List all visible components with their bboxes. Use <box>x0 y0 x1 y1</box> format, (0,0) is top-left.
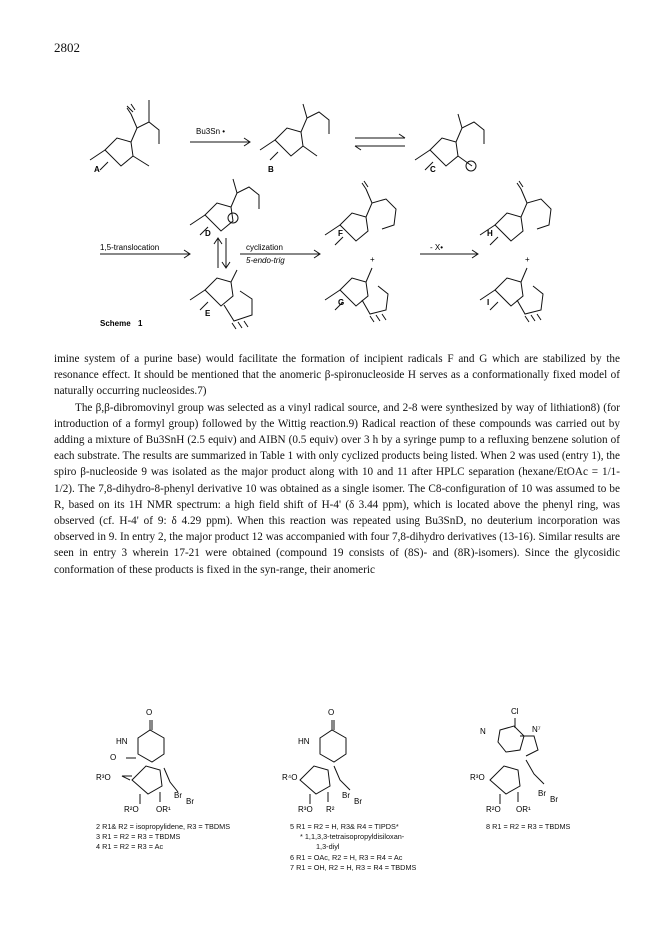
label-a: A <box>94 165 100 174</box>
cyclization-label: cyclization <box>246 243 283 252</box>
label-f: F <box>338 229 343 238</box>
svg-text:Br: Br <box>538 789 546 798</box>
caption-tipds-note: * 1,1,3,3-tetraisopropyldisiloxan- <box>300 832 405 841</box>
body-text <box>54 351 620 578</box>
scheme-number: 1 <box>138 319 143 328</box>
svg-text:HN: HN <box>298 737 310 746</box>
svg-text:OR¹: OR¹ <box>156 805 171 814</box>
endo-label: 5-endo-trig <box>246 256 285 265</box>
structure-d <box>190 179 259 235</box>
paragraph-1: imine system of a purine base) would facilitate the formation of incipient radicals F and G which are stabilized by the resonance effect. It should be mentioned that the anomeric β-spironucleoside H serves as a conformationally fixed model of naturally occurring nucleosides.7) <box>54 353 620 398</box>
svg-text:O: O <box>146 708 153 717</box>
reaction-scheme <box>0 0 672 340</box>
svg-text:Br: Br <box>174 791 182 800</box>
label-d: D <box>205 229 211 238</box>
svg-text:Cl: Cl <box>511 707 519 716</box>
structure-f <box>325 181 396 245</box>
caption-tipds-note-2: 1,3-diyl <box>316 842 340 851</box>
svg-text:R²O: R²O <box>486 805 501 814</box>
caption-compound-6: 6 R1 = OAc, R2 = H, R3 = R4 = Ac <box>290 853 403 862</box>
svg-text:OR¹: OR¹ <box>516 805 531 814</box>
structure-b <box>260 104 329 160</box>
svg-text:N: N <box>480 727 486 736</box>
elimination-label: - X• <box>430 243 444 252</box>
svg-text:Br: Br <box>186 797 194 806</box>
caption-compound-7: 7 R1 = OH, R2 = H, R3 = R4 = TBDMS <box>290 863 417 872</box>
svg-text:Br: Br <box>342 791 350 800</box>
label-h: H <box>487 229 493 238</box>
structure-compounds-2-4 <box>122 720 178 804</box>
translocation-label: 1,5-translocation <box>100 243 160 252</box>
svg-text:Br: Br <box>550 795 558 804</box>
caption-compound-2: 2 R1& R2 = isopropylidene, R3 = TBDMS <box>96 822 231 831</box>
svg-text:R³O: R³O <box>96 773 111 782</box>
label-g: G <box>338 298 345 307</box>
structure-a <box>90 100 159 170</box>
svg-text:R³O: R³O <box>470 773 485 782</box>
label-e: E <box>205 309 211 318</box>
structure-i <box>480 268 543 322</box>
svg-text:Br: Br <box>354 797 362 806</box>
label-b: B <box>268 165 274 174</box>
svg-text:+: + <box>370 255 375 264</box>
caption-compound-4: 4 R1 = R2 = R3 = Ac <box>96 842 164 851</box>
paragraph-2: The β,β-dibromovinyl group was selected as a vinyl radical source, and 2-8 were synthesized by way of lithiation8) (for introduction of a formyl group) followed by the Wittig reaction.9) Radical reaction of these compounds was carried out by adding a mixture of Bu3SnH (2.5 equiv) and AIBN (0.5 equiv) over 3 h by a syringe pump to a refluxing benzene solution of each substrate. The results are summarized in Table 1 with only cyclized products being listed. When 2 was used (entry 1), the spiro β-nucleoside 9 was isolated as the major product along with 10 and 11 after HPLC separation (hexane/EtOAc = 1/1-1/2). The 7,8-dihydro-8-phenyl derivative 10 was obtained as a single isomer. The C8-configuration of 10 was assumed to be R, based on its 1H NMR spectrum: a high field shift of H-4' (δ 3.44 ppm), which is located above the phenyl ring, was observed (cf. H-4' of 9: δ 4.29 ppm). When this reaction was repeated using Bu3SnD, no deuterium incorporation was observed in 9. In entry 2, the major product 12 was accompanied with four 7,8-dihydro derivatives (13-16). Similar results are seen in entry 3 wherein 17-21 were obtained (compound 19 consists of (8S)- and (8R)-isomers). Since the glycosidic conformation of these products is fixed in the syn-range, their anomeric <box>54 401 620 576</box>
svg-text:O: O <box>328 708 335 717</box>
structure-c <box>415 114 484 171</box>
scheme-label: Scheme <box>100 319 131 328</box>
svg-text:N⁷: N⁷ <box>532 725 541 734</box>
compound-structures <box>0 700 672 920</box>
caption-compound-3: 3 R1 = R2 = R3 = TBDMS <box>96 832 181 841</box>
svg-text:O: O <box>110 753 117 762</box>
structure-g <box>325 268 388 322</box>
svg-text:R²: R² <box>326 805 335 814</box>
caption-compound-5: 5 R1 = R2 = H, R3& R4 = TIPDS* <box>290 822 399 831</box>
svg-text:R⁴O: R⁴O <box>282 773 298 782</box>
reagent-label: Bu3Sn • <box>196 127 226 136</box>
svg-text:HN: HN <box>116 737 128 746</box>
caption-compound-8: 8 R1 = R2 = R3 = TBDMS <box>486 822 571 831</box>
svg-text:R³O: R³O <box>298 805 313 814</box>
label-i: I <box>487 298 490 307</box>
svg-text:+: + <box>525 255 530 264</box>
svg-text:R²O: R²O <box>124 805 139 814</box>
page-number: 2802 <box>54 40 80 55</box>
structure-e <box>190 270 252 329</box>
label-c: C <box>430 165 436 174</box>
